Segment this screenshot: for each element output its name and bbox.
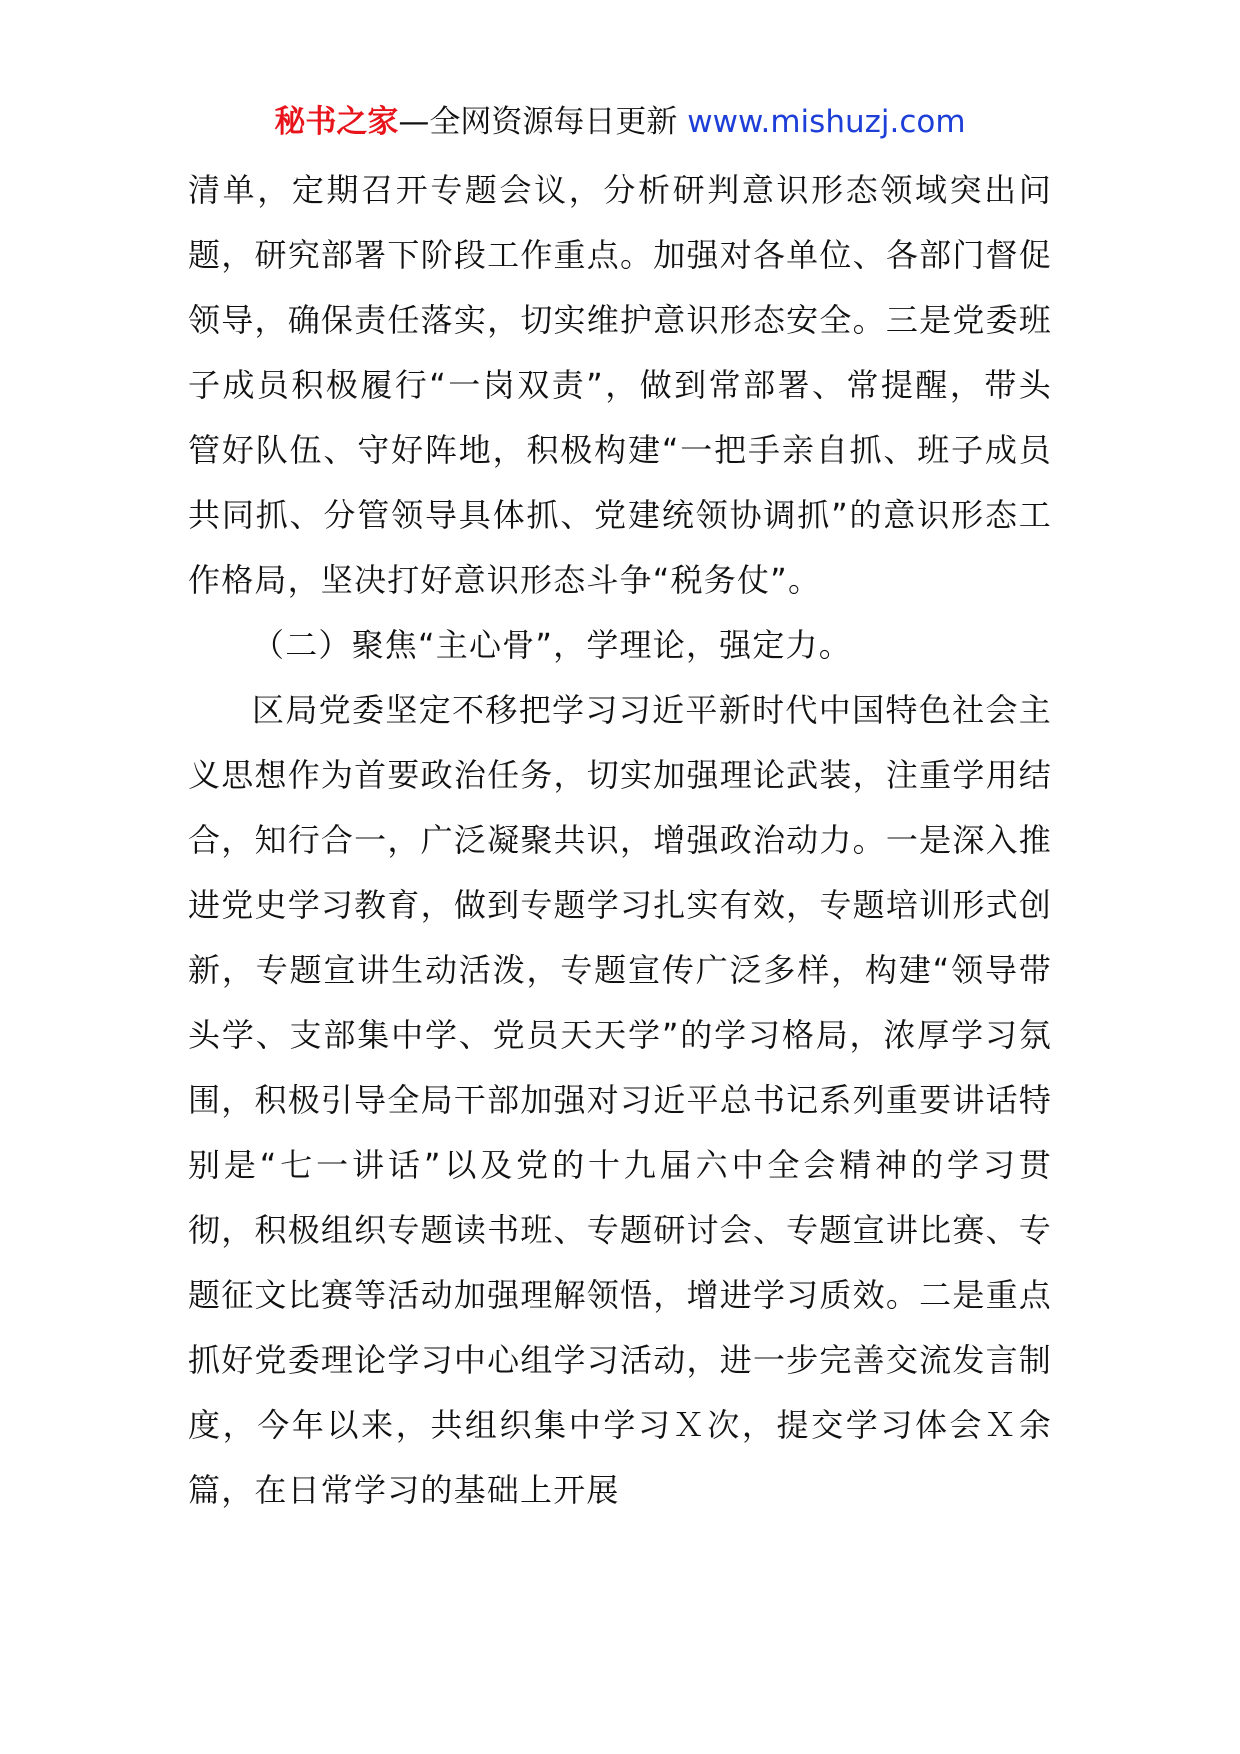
document-body <box>188 158 1052 1523</box>
header-tagline: —全网资源每日更新 <box>398 104 678 140</box>
paragraph-body: 区局党委坚定不移把学习习近平新时代中国特色社会主义思想作为首要政治任务，切实加强理论武装，注重学用结合，知行合一，广泛凝聚共识，增强政治动力。一是深入推进党史学习教育，做到专题学习扎实有效，专题培训形式创新，专题宣讲生动活泼，专题宣传广泛多样，构建“领导带头学、支部集中学、党员天天学”的学习格局，浓厚学习氛围，积极引导全局干部加强对习近平总书记系列重要讲话特别是“七一讲话”以及党的十九届六中全会精神的学习贯彻，积极组织专题读书班、专题研讨会、专题宣讲比赛、专题征文比赛等活动加强理解领悟，增进学习质效。二是重点抓好党委理论学习中心组学习活动，进一步完善交流发言制度，今年以来，共组织集中学习Ｘ次，提交学习体会Ｘ余篇，在日常学习的基础上开展 <box>188 691 1052 1509</box>
section-heading: （二）聚焦“主心骨”，学理论，强定力。 <box>252 626 852 664</box>
paragraph-continued: 清单，定期召开专题会议，分析研判意识形态领域突出问题，研究部署下阶段工作重点。加强对各单位、各部门督促领导，确保责任落实，切实维护意识形态安全。三是党委班子成员积极履行“一岗双责”，做到常部署、常提醒，带头管好队伍、守好阵地，积极构建“一把手亲自抓、班子成员共同抓、分管领导具体抓、党建统领协调抓”的意识形态工作格局，坚决打好意识形态斗争“税务仗”。 <box>188 171 1052 599</box>
header-site-link[interactable]: www.mishuzj.com <box>687 104 966 140</box>
page-header <box>0 100 1240 144</box>
header-brand: 秘书之家 <box>274 104 399 140</box>
